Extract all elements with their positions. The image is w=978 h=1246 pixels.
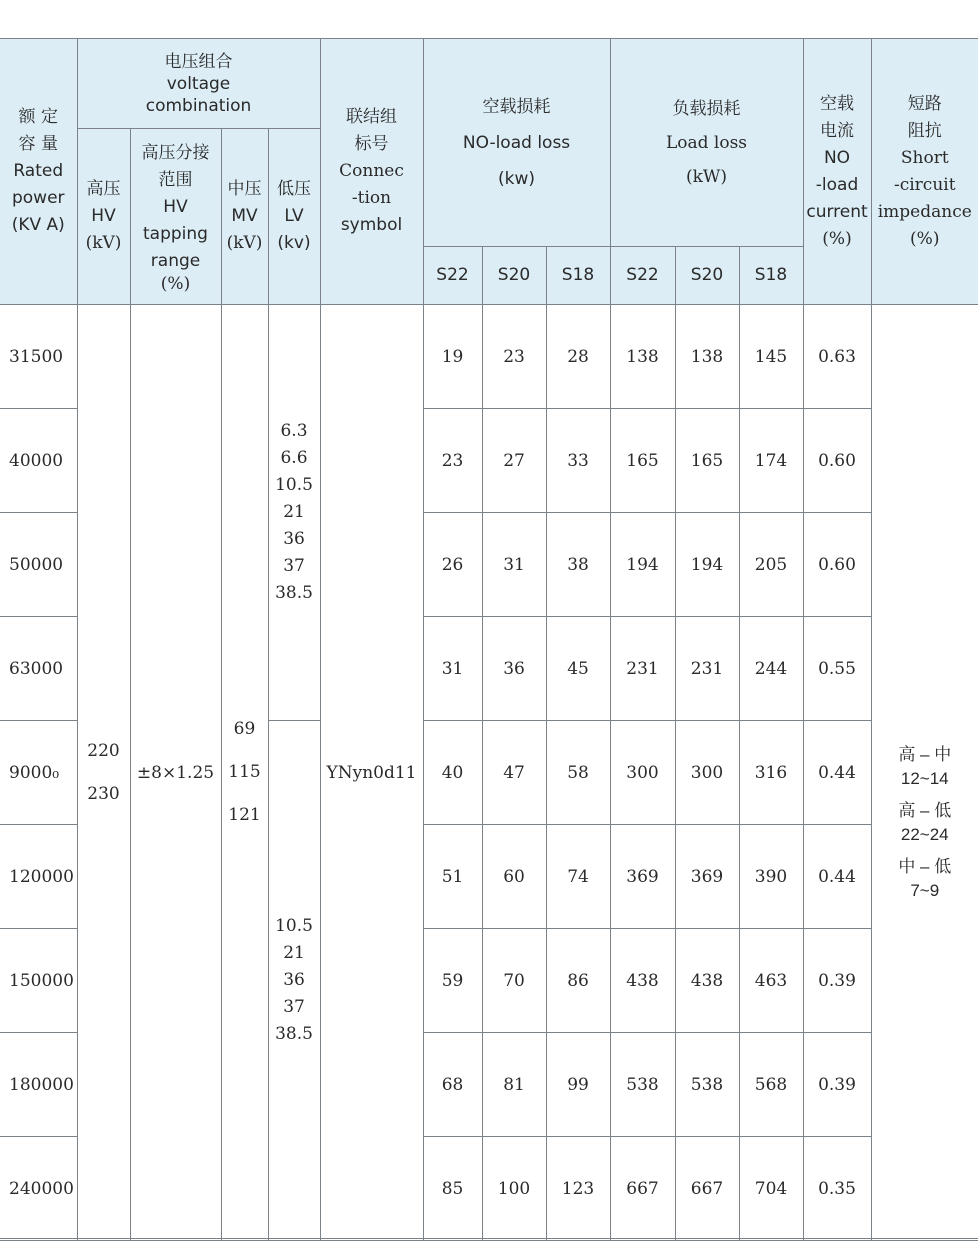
header-load-s18: S18 xyxy=(739,247,803,305)
cell-rated-power: 120000 xyxy=(0,825,77,929)
cell-ll-s22: 165 xyxy=(610,409,675,513)
cell-nl-s18: 45 xyxy=(546,617,610,721)
impedance-pair-value: 22~24 xyxy=(900,824,949,844)
cell-rated-power: 31500 xyxy=(0,305,77,409)
cell-nl-s20: 60 xyxy=(482,825,546,929)
cell-nl-s22: 19 xyxy=(423,305,482,409)
cell-nl-s20: 23 xyxy=(482,305,546,409)
cell-ll-s22: 667 xyxy=(610,1137,675,1241)
cell-rated-power: 9000₀ xyxy=(0,721,77,825)
mv-value: 69 xyxy=(233,719,256,739)
cell-nl-s18: 86 xyxy=(546,929,610,1033)
cell-noload-current: 0.60 xyxy=(803,409,871,513)
cell-noload-current: 0.63 xyxy=(803,305,871,409)
cell-noload-current: 0.55 xyxy=(803,617,871,721)
cell-ll-s18: 145 xyxy=(739,305,803,409)
mv-value: 115 xyxy=(228,762,261,782)
cell-ll-s18: 463 xyxy=(739,929,803,1033)
impedance-pair-value: 7~9 xyxy=(910,880,940,900)
cell-ll-s22: 438 xyxy=(610,929,675,1033)
header-mv: 中压 MV (kV) xyxy=(221,129,268,305)
cell-ll-s18: 316 xyxy=(739,721,803,825)
header-noload-s18: S18 xyxy=(546,247,610,305)
cell-nl-s20: 81 xyxy=(482,1033,546,1137)
cell-rated-power: 40000 xyxy=(0,409,77,513)
cell-nl-s18: 99 xyxy=(546,1033,610,1137)
cell-ll-s18: 390 xyxy=(739,825,803,929)
cell-nl-s18: 33 xyxy=(546,409,610,513)
cell-noload-current: 0.39 xyxy=(803,1033,871,1137)
cell-nl-s20: 47 xyxy=(482,721,546,825)
cell-ll-s20: 231 xyxy=(675,617,739,721)
header-load-s22: S22 xyxy=(610,247,675,305)
impedance-pair-value: 12~14 xyxy=(900,768,949,788)
lv-value: 6.3 xyxy=(280,421,308,441)
cell-nl-s18: 28 xyxy=(546,305,610,409)
cell-rated-power: 50000 xyxy=(0,513,77,617)
cell-nl-s22: 31 xyxy=(423,617,482,721)
lv-value: 38.5 xyxy=(275,583,313,603)
lv-value: 6.6 xyxy=(280,448,308,468)
cell-nl-s22: 59 xyxy=(423,929,482,1033)
cell-ll-s20: 165 xyxy=(675,409,739,513)
cell-noload-current: 0.39 xyxy=(803,929,871,1033)
cell-ll-s20: 300 xyxy=(675,721,739,825)
table-row xyxy=(0,305,978,409)
header-impedance: 短路 阻抗 Short -circuit impedance (%) xyxy=(871,39,978,305)
header-load-s20: S20 xyxy=(675,247,739,305)
hv-value: 220 xyxy=(87,740,120,761)
cell-nl-s18: 123 xyxy=(546,1137,610,1241)
cell-nl-s20: 36 xyxy=(482,617,546,721)
header-load-loss: 负载损耗 Load loss (kW) xyxy=(610,39,803,247)
impedance-pair-label: 中 – 低 xyxy=(898,856,952,876)
cell-ll-s22: 538 xyxy=(610,1033,675,1137)
cell-nl-s20: 27 xyxy=(482,409,546,513)
cell-ll-s22: 231 xyxy=(610,617,675,721)
cell-impedance xyxy=(871,305,978,1241)
cell-nl-s22: 23 xyxy=(423,409,482,513)
table-body xyxy=(0,305,978,1241)
cell-nl-s22: 51 xyxy=(423,825,482,929)
header-connection-symbol: 联结组 标号 Connec -tion symbol xyxy=(320,39,423,305)
header-noload-s22: S22 xyxy=(423,247,482,305)
cell-noload-current: 0.35 xyxy=(803,1137,871,1241)
cell-mv-values xyxy=(221,305,268,1241)
cell-ll-s18: 244 xyxy=(739,617,803,721)
cell-ll-s22: 369 xyxy=(610,825,675,929)
cell-ll-s18: 568 xyxy=(739,1033,803,1137)
cell-nl-s20: 100 xyxy=(482,1137,546,1241)
cell-rated-power: 180000 xyxy=(0,1033,77,1137)
impedance-gap xyxy=(872,791,978,799)
cell-nl-s20: 31 xyxy=(482,513,546,617)
cell-ll-s20: 138 xyxy=(675,305,739,409)
table-header xyxy=(0,39,978,305)
cell-connection-symbol: YNyn0d11 xyxy=(320,305,423,1241)
cell-nl-s18: 38 xyxy=(546,513,610,617)
lv-value: 37 xyxy=(283,556,305,576)
cell-hv-values xyxy=(77,305,130,1241)
hv-value: 230 xyxy=(87,783,120,804)
header-noload-current: 空载 电流 NO -load current (%) xyxy=(803,39,871,305)
header-rated-power: 额 定 容 量 Rated power (KV A) xyxy=(0,39,77,305)
cell-nl-s18: 58 xyxy=(546,721,610,825)
transformer-spec-table-wrapper xyxy=(0,38,978,1241)
cell-noload-current: 0.44 xyxy=(803,721,871,825)
header-noload-s20: S20 xyxy=(482,247,546,305)
cell-nl-s22: 68 xyxy=(423,1033,482,1137)
lv-value: 10.5 xyxy=(275,475,313,495)
cell-nl-s18: 74 xyxy=(546,825,610,929)
lv-value: 38.5 xyxy=(275,1024,313,1044)
cell-lv-group-1 xyxy=(268,305,320,721)
header-lv: 低压 LV (kv) xyxy=(268,129,320,305)
cell-ll-s18: 205 xyxy=(739,513,803,617)
cell-lv-group-2 xyxy=(268,721,320,1241)
lv-value: 21 xyxy=(283,502,305,522)
lv-value: 37 xyxy=(283,997,305,1017)
impedance-pair-label: 高 – 低 xyxy=(898,800,952,820)
cell-nl-s20: 70 xyxy=(482,929,546,1033)
cell-ll-s20: 438 xyxy=(675,929,739,1033)
cell-ll-s22: 194 xyxy=(610,513,675,617)
cell-rated-power: 240000 xyxy=(0,1137,77,1241)
impedance-gap xyxy=(872,847,978,855)
header-voltage-combination: 电压组合 voltage combination xyxy=(77,39,320,129)
table-bottom-rule xyxy=(0,1238,978,1239)
header-hv-tapping: 高压分接 范围 HV tapping range (%) xyxy=(130,129,221,305)
cell-nl-s22: 26 xyxy=(423,513,482,617)
cell-noload-current: 0.60 xyxy=(803,513,871,617)
header-hv: 高压 HV (kV) xyxy=(77,129,130,305)
header-noload-loss: 空载损耗 NO-load loss (kw) xyxy=(423,39,610,247)
cell-tapping-range: ±8×1.25 xyxy=(130,305,221,1241)
lv-value: 36 xyxy=(283,970,305,990)
lv-value: 36 xyxy=(283,529,305,549)
cell-rated-power: 63000 xyxy=(0,617,77,721)
cell-ll-s20: 194 xyxy=(675,513,739,617)
cell-ll-s20: 369 xyxy=(675,825,739,929)
cell-ll-s20: 538 xyxy=(675,1033,739,1137)
cell-nl-s22: 40 xyxy=(423,721,482,825)
cell-noload-current: 0.44 xyxy=(803,825,871,929)
lv-value: 10.5 xyxy=(275,916,313,936)
lv-value: 21 xyxy=(283,943,305,963)
cell-nl-s22: 85 xyxy=(423,1137,482,1241)
transformer-spec-table xyxy=(0,38,978,1241)
cell-ll-s20: 667 xyxy=(675,1137,739,1241)
cell-ll-s18: 704 xyxy=(739,1137,803,1241)
cell-rated-power: 150000 xyxy=(0,929,77,1033)
impedance-pair-label: 高 – 中 xyxy=(898,744,952,764)
mv-value: 121 xyxy=(228,805,261,825)
cell-ll-s18: 174 xyxy=(739,409,803,513)
cell-ll-s22: 138 xyxy=(610,305,675,409)
cell-ll-s22: 300 xyxy=(610,721,675,825)
